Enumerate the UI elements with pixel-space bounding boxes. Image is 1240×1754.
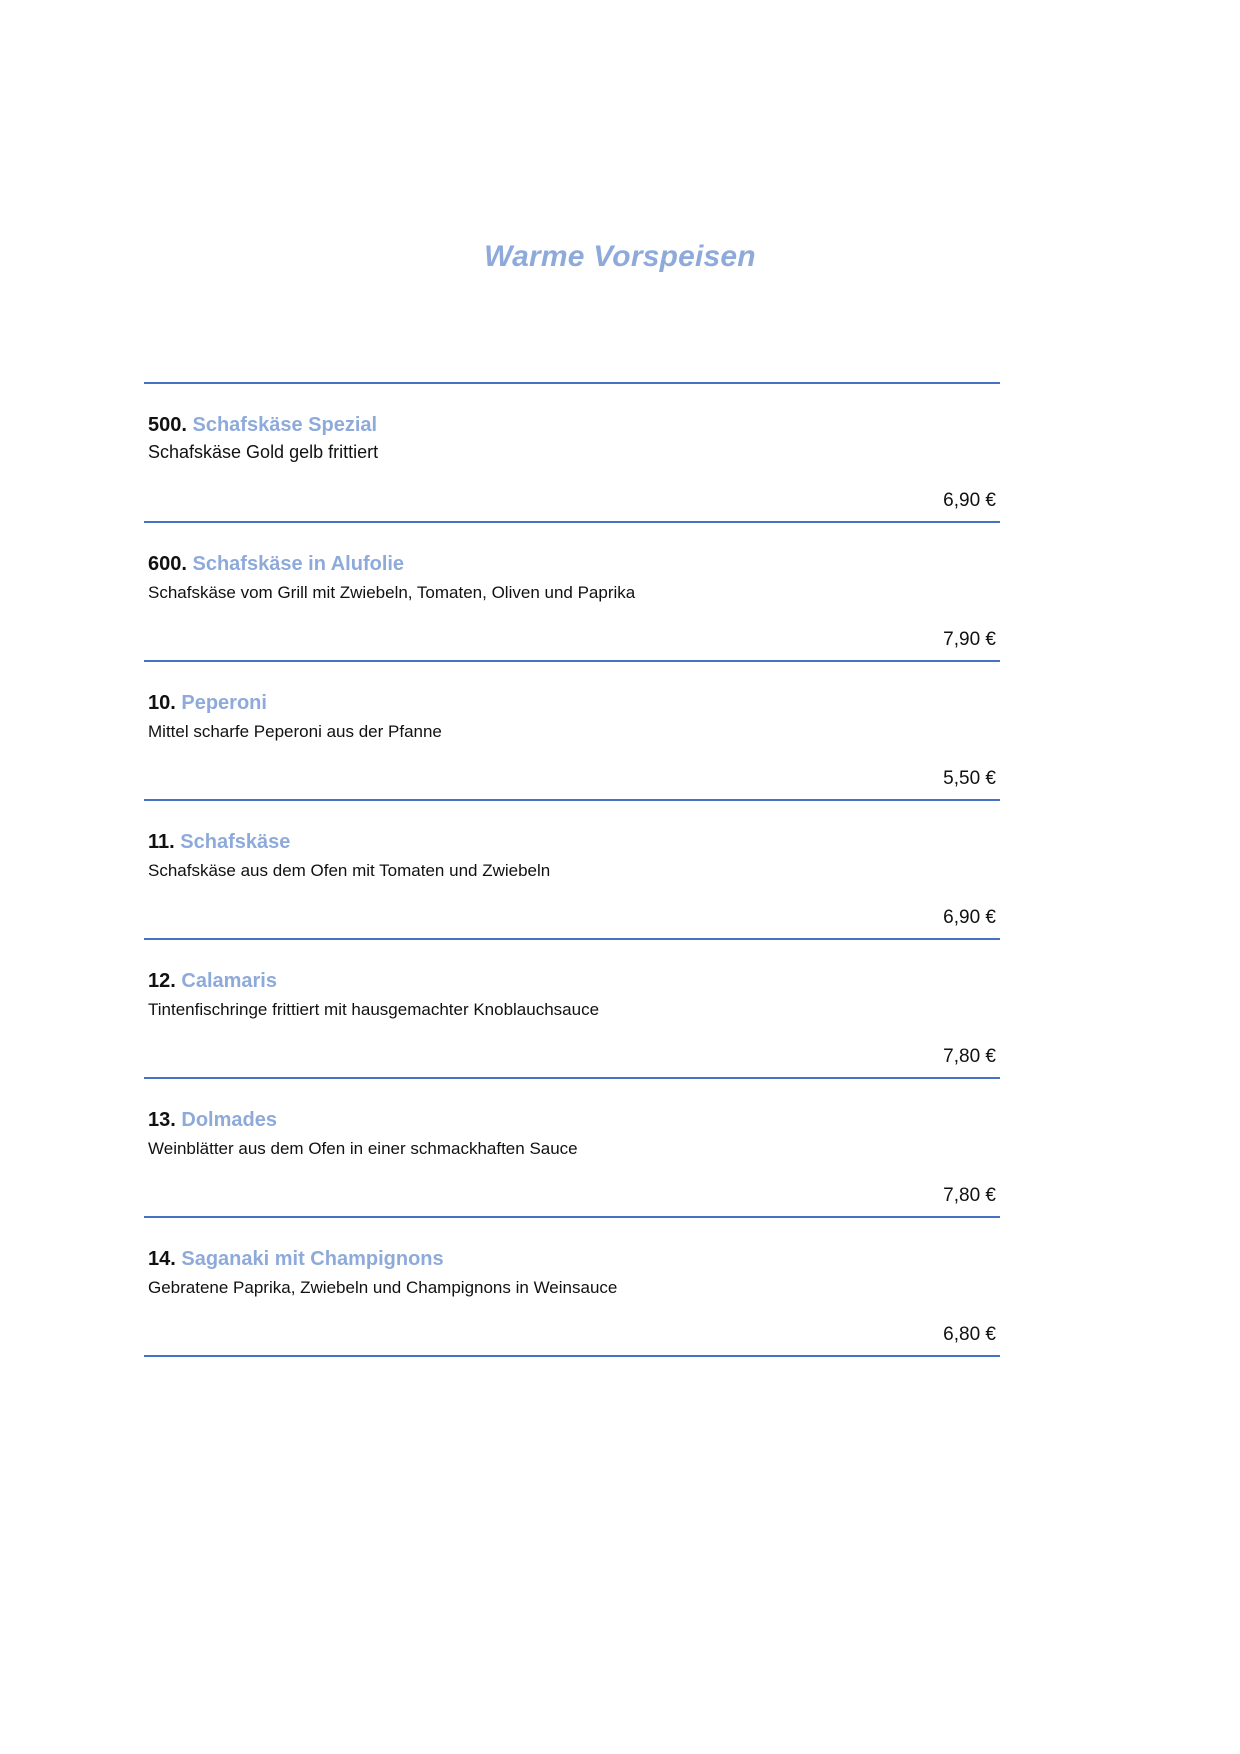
- item-number: 500.: [148, 414, 187, 436]
- item-price: 6,90 €: [943, 490, 996, 511]
- item-name: Schafskäse Spezial: [192, 414, 378, 436]
- item-name: Schafskäse in Alufolie: [192, 553, 405, 575]
- item-heading: [148, 1248, 444, 1271]
- item-price: 7,80 €: [943, 1185, 996, 1206]
- item-description: Schafskäse aus dem Ofen mit Tomaten und Zwiebeln: [148, 861, 551, 880]
- menu-item: [144, 1218, 1000, 1357]
- item-heading: [148, 414, 377, 437]
- menu-item: [144, 662, 1000, 801]
- item-number: 10.: [148, 692, 176, 714]
- menu-item: [144, 801, 1000, 940]
- item-description: Tintenfischringe frittiert mit hausgemachter Knoblauchsauce: [148, 1000, 600, 1019]
- menu-item: [144, 940, 1000, 1079]
- item-description: Weinblätter aus dem Ofen in einer schmackhaften Sauce: [148, 1139, 578, 1158]
- item-number: 600.: [148, 553, 187, 575]
- menu-item: [144, 384, 1000, 523]
- item-price: 5,50 €: [943, 768, 996, 789]
- item-name: Calamaris: [181, 970, 277, 992]
- item-description: Gebratene Paprika, Zwiebeln und Champignons in Weinsauce: [148, 1278, 618, 1297]
- item-number: 13.: [148, 1109, 176, 1131]
- item-description: Schafskäse vom Grill mit Zwiebeln, Tomaten, Oliven und Paprika: [148, 583, 636, 602]
- item-number: 11.: [148, 831, 175, 853]
- menu-list: [144, 382, 1000, 1357]
- item-price: 6,80 €: [943, 1324, 996, 1345]
- item-price: 6,90 €: [943, 907, 996, 928]
- item-heading: [148, 1109, 277, 1132]
- item-description: Schafskäse Gold gelb frittiert: [148, 442, 379, 462]
- menu-item: [144, 523, 1000, 662]
- item-heading: [148, 692, 267, 715]
- item-name: Saganaki mit Champignons: [181, 1248, 444, 1270]
- item-heading: [148, 831, 290, 854]
- item-name: Dolmades: [181, 1109, 277, 1131]
- item-description: Mittel scharfe Peperoni aus der Pfanne: [148, 722, 442, 741]
- item-number: 12.: [148, 970, 176, 992]
- page-title: Warme Vorspeisen: [484, 240, 756, 273]
- item-price: 7,80 €: [943, 1046, 996, 1067]
- item-heading: [148, 553, 404, 576]
- item-name: Schafskäse: [180, 831, 291, 853]
- item-heading: [148, 970, 277, 993]
- item-number: 14.: [148, 1248, 176, 1270]
- item-price: 7,90 €: [943, 629, 996, 650]
- menu-item: [144, 1079, 1000, 1218]
- item-name: Peperoni: [181, 692, 267, 714]
